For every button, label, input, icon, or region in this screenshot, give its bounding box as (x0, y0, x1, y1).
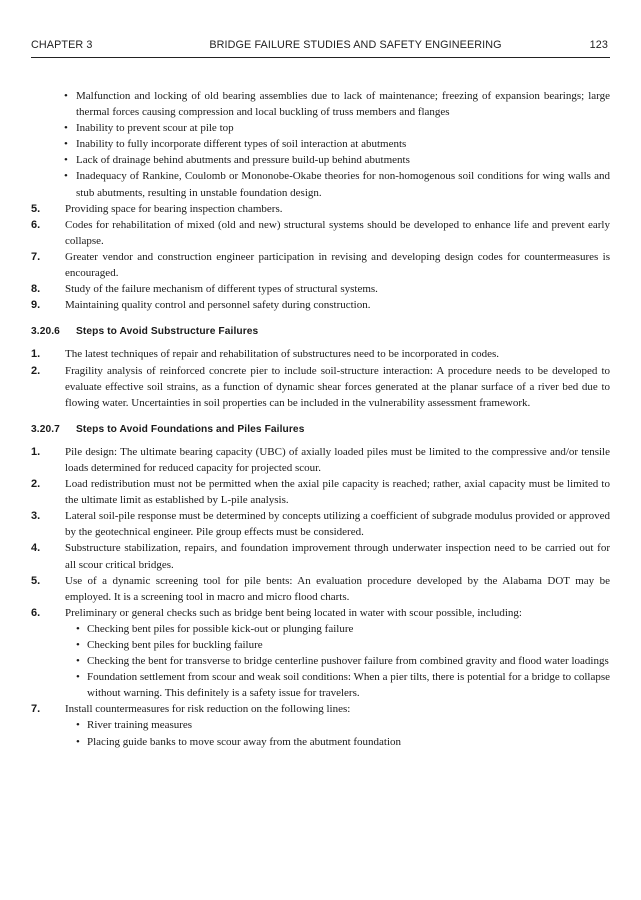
foundation-steps-list (31, 444, 610, 750)
list-item: 4. Substructure stabilization, repairs, and foundation improvement through underwater inspection need to be carried out for all scour critical bridges. (31, 542, 610, 571)
substructure-steps-list (31, 346, 610, 410)
list-item: • Inability to fully incorporate different types of soil interaction at abutments (64, 138, 407, 151)
page-number: 123 (589, 39, 608, 51)
list-item: 7. Install countermeasures for risk reduction on the following lines: (31, 703, 351, 716)
running-title: BRIDGE FAILURE STUDIES AND SAFETY ENGINEERING (209, 39, 502, 51)
list-item: • River training measures (76, 719, 193, 732)
numbered-list-continued (31, 201, 610, 314)
list-item: 9. Maintaining quality control and personnel safety during construction. (31, 299, 371, 312)
running-header (31, 39, 610, 53)
header-rule (31, 57, 610, 58)
list-item: • Malfunction and locking of old bearing assemblies due to lack of maintenance; freezing of expansion bearings; large thermal forces causing compression and local buckling of truss members and flanges (64, 90, 610, 119)
list-item: 1. The latest techniques of repair and rehabilitation of substructures need to be incorporated in codes. (31, 348, 500, 361)
list-item: 3. Lateral soil-pile response must be determined by concepts utilizing a coefficient of subgrade modulus provided or approved by the geotechnical engineer. Pile group effects must be considered. (31, 510, 610, 539)
item7-sub-list (31, 717, 610, 749)
list-item: 5. Providing space for bearing inspection chambers. (31, 202, 283, 215)
list-item: 8. Study of the failure mechanism of different types of structural systems. (31, 283, 378, 296)
section-heading-3207: 3.20.7 Steps to Avoid Foundations and Piles Failures (31, 423, 305, 435)
list-item: 5. Use of a dynamic screening tool for pile bents: An evaluation procedure developed by the Alabama DOT may be employed. It is a screening tool in macro and micro flood charts. (31, 574, 610, 603)
list-item: 1. Pile design: The ultimate bearing capacity (UBC) of axially loaded piles must be limited to the compressive and/or tensile loads determined for reduced capacity for projected scour. (31, 445, 610, 474)
list-item: • Checking bent piles for buckling failure (76, 639, 263, 651)
list-item: 7. Greater vendor and construction engineer participation in revising and developing design codes for countermeasures is encouraged. (31, 250, 610, 280)
list-item: 2. Fragility analysis of reinforced concrete pier to include soil-structure interaction: A procedure needs to be developed to evaluate effective soil strains, as a function of dynamic shear forces generated at the planar surface of a river bed due to flowing water. Uncertainties in soil properties can be included in the vulnerability assessment framework. (31, 364, 610, 409)
list-item: • Checking bent piles for possible kick-out or plunging failure (76, 622, 354, 635)
item6-sub-list (31, 621, 610, 701)
list-item: 2. Load redistribution must not be permitted when the axial pile capacity is reached; rather, axial capacity must be limited to the ultimate limit as established by L-pile analysis. (31, 478, 610, 507)
list-item: 6. Codes for rehabilitation of mixed (old and new) structural systems should be developed to enhance life and prevent early collapse. (31, 218, 610, 247)
list-item: 6. Preliminary or general checks such as bridge bent being located in water with scour possible, including: (31, 606, 522, 619)
list-item: • Lack of drainage behind abutments and pressure build-up behind abutments (64, 154, 410, 167)
top-bullet-list (31, 88, 610, 201)
list-item: • Checking the bent for transverse to bridge centerline pushover failure from combined gravity and flood water loadings (76, 655, 609, 668)
list-item: • Inadequacy of Rankine, Coulomb or Mononobe-Okabe theories for non-homogenous soil conditions for wing walls and stub abutments, resulting in unstable foundation design. (64, 170, 610, 199)
page-body (31, 88, 610, 750)
list-item: • Inability to prevent scour at pile top (64, 122, 234, 135)
section-heading-3206: 3.20.6 Steps to Avoid Substructure Failures (31, 326, 259, 338)
chapter-label: CHAPTER 3 (31, 39, 93, 51)
list-item: • Placing guide banks to move scour away from the abutment foundation (76, 735, 402, 748)
list-item: • Foundation settlement from scour and weak soil conditions: When a pier tilts, there is potential for a bridge to collapse without warning. This definitely is a safety issue for travelers. (76, 671, 610, 700)
